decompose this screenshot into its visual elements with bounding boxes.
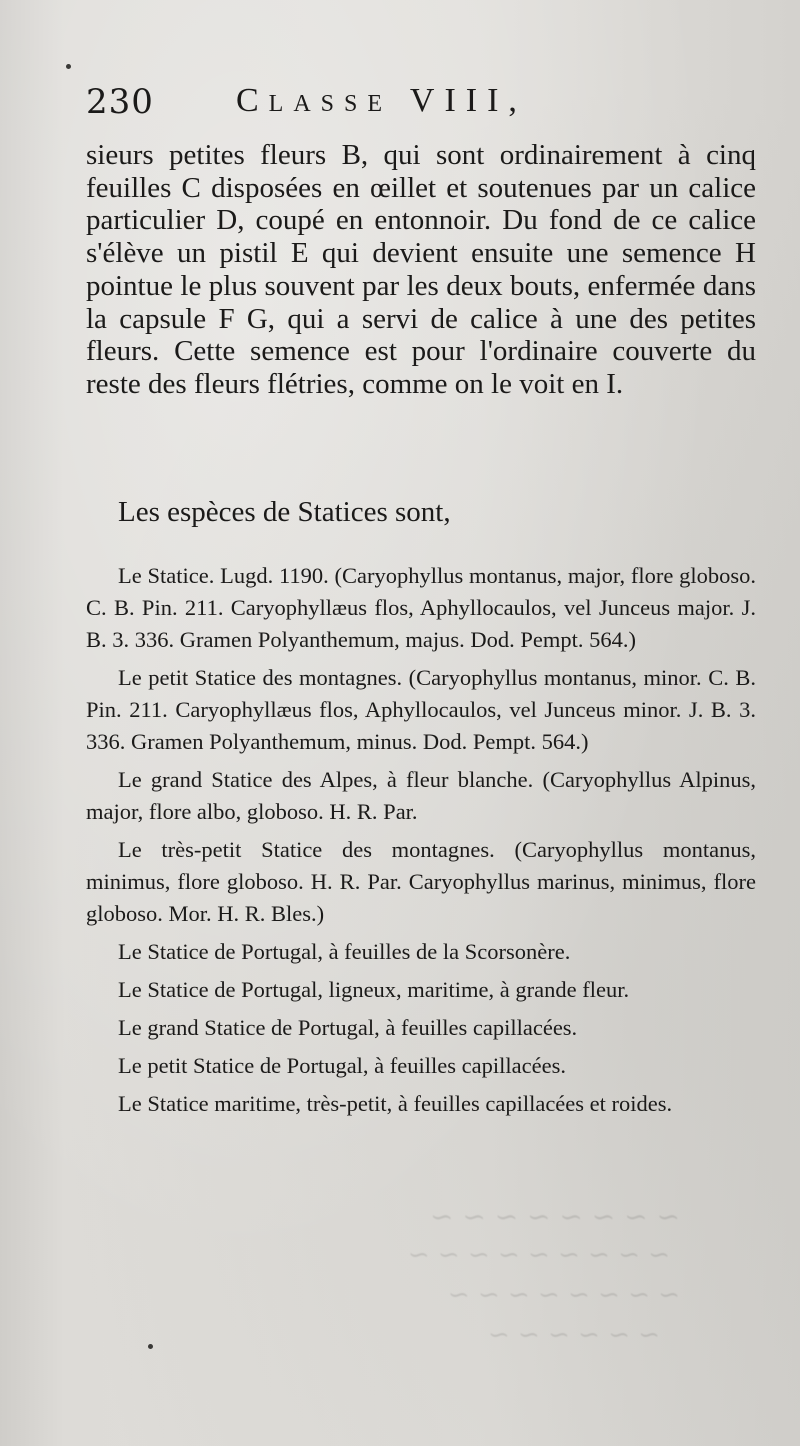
body-paragraph: sieurs petites fleurs B, qui sont ordinairement à cinq feuilles C disposées en œillet et soutenues par un calice particulier D, coupé en entonnoir. Du fond de ce calice s'élève un pistil E qui devient ensuite une semence H pointue le plus souvent par les deux bouts, enfermée dans la capsule F G, qui a servi de calice à une des petites fleurs. Cette semence est pour l'ordinaire couverte du reste des fleurs flétries, comme on le voit en I. bbox=[86, 139, 756, 400]
species-entry: Le Statice. Lugd. 1190. (Caryophyllus montanus, major, flore globoso. C. B. Pin. 211. Caryophyllæus flos, Aphyllocaulos, vel Junceus major. J. B. 3. 336. Gramen Polyanthemum, majus. Dod. Pempt. 564.) bbox=[86, 563, 756, 652]
species-entry: Le petit Statice de Portugal, à feuilles capillacées. bbox=[118, 1053, 566, 1078]
species-entry: Le grand Statice de Portugal, à feuilles capillacées. bbox=[118, 1015, 578, 1040]
bleed-line: ~ ~ ~ ~ ~ ~ ~ ~ bbox=[430, 1200, 680, 1233]
species-entry: Le très-petit Statice des montagnes. (Caryophyllus montanus, minimus, flore globoso. H. R. Par. Caryophyllus marinus, minimus, flore globoso. Mor. H. R. Bles.) bbox=[86, 837, 756, 926]
species-entry: Le Statice maritime, très-petit, à feuilles capillacées et roides. bbox=[118, 1091, 673, 1116]
bleed-line: ~ ~ ~ ~ ~ ~ bbox=[487, 1320, 660, 1350]
species-list bbox=[86, 560, 756, 1126]
page-header bbox=[86, 82, 746, 132]
ink-speck bbox=[148, 1344, 153, 1349]
species-entry: Le Statice de Portugal, ligneux, maritime, à grande fleur. bbox=[118, 977, 630, 1002]
bleed-line: ~ ~ ~ ~ ~ ~ ~ ~ bbox=[447, 1280, 680, 1310]
ink-speck bbox=[66, 64, 71, 69]
species-entry: Le Statice de Portugal, à feuilles de la Scorsonère. bbox=[118, 939, 571, 964]
species-entry: Le petit Statice des montagnes. (Caryophyllus montanus, minor. C. B. Pin. 211. Caryophyllæus flos, Aphyllocaulos, vel Junceus minor. J. B. 3. 336. Gramen Polyanthemum, minus. Dod. Pempt. 564.) bbox=[86, 665, 756, 754]
running-head: Classe VIII, bbox=[236, 82, 527, 119]
section-subheading: Les espèces de Statices sont, bbox=[118, 496, 451, 528]
species-entry: Le grand Statice des Alpes, à fleur blanche. (Caryophyllus Alpinus, major, flore albo, globoso. H. R. Par. bbox=[86, 767, 756, 824]
page-number: 230 bbox=[86, 82, 154, 122]
bleed-line: ~ ~ ~ ~ ~ ~ ~ ~ ~ bbox=[407, 1240, 670, 1270]
